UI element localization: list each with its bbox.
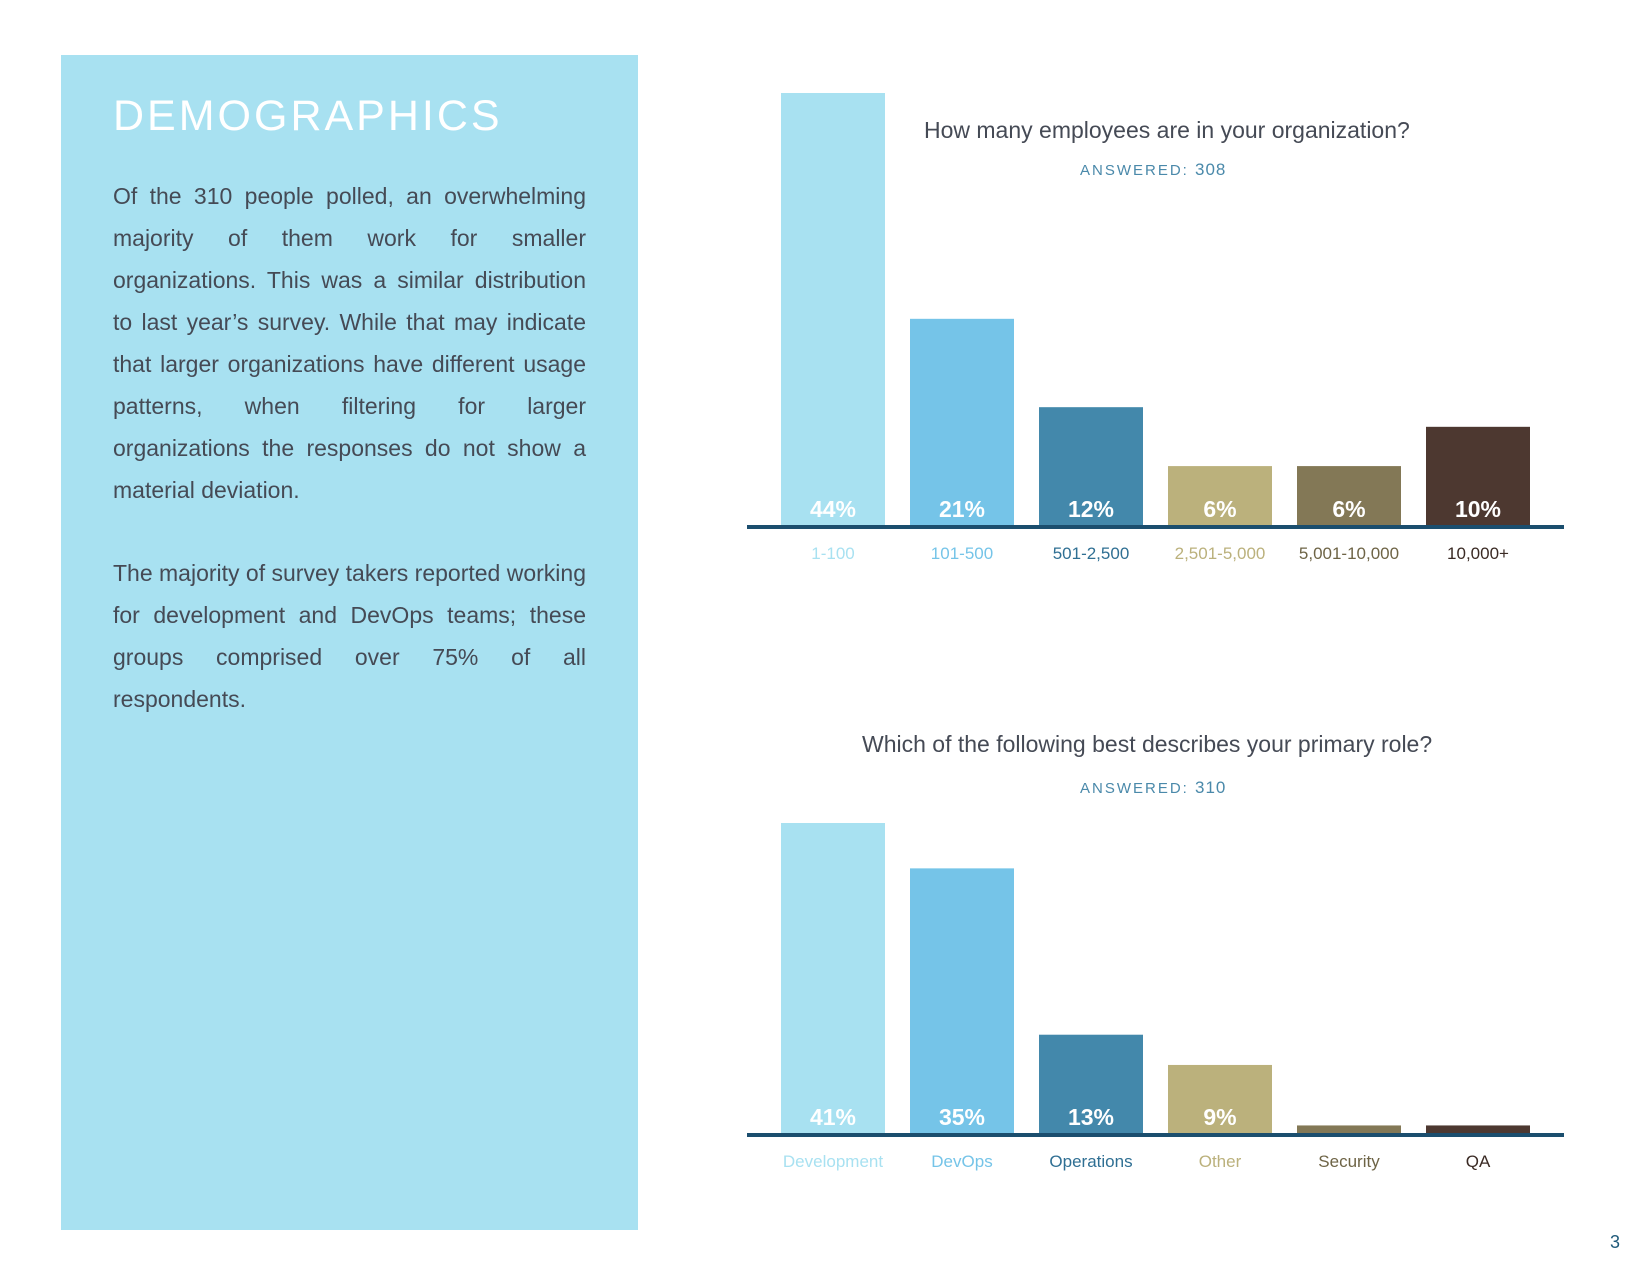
bar-101-500 — [910, 319, 1014, 525]
page-number: 3 — [1609, 1232, 1620, 1252]
answered-label: ANSWERED: — [1080, 162, 1189, 179]
employees-chart-svg — [700, 0, 1600, 600]
data-label: 35% — [938, 1104, 986, 1130]
data-label: 6% — [1332, 496, 1366, 522]
roles-chart-title: Which of the following best describes your primary role? — [862, 731, 1433, 757]
employees-answered — [1080, 160, 1226, 180]
data-label: 44% — [809, 496, 857, 522]
category-label: 5,001-10,000 — [1298, 544, 1400, 563]
intro-paragraph: Of the 310 people polled, an overwhelming majority of them work for smaller organizations. This was a similar distribution to last year’s survey. While that may indicate that larger organizations have different usage patterns, when filtering for larger organizations the responses do not show a material deviation. — [113, 183, 586, 503]
data-label: 41% — [809, 1104, 857, 1130]
section-title: DEMOGRAPHICS — [113, 92, 503, 140]
data-label: 6% — [1203, 496, 1237, 522]
bar-1-100 — [781, 93, 885, 525]
category-label: 1-100 — [811, 544, 855, 563]
category-label: 501-2,500 — [1052, 544, 1130, 563]
category-label: QA — [1465, 1152, 1491, 1171]
category-label: 101-500 — [930, 544, 994, 563]
roles-chart-svg — [700, 600, 1600, 1200]
category-label: Other — [1198, 1152, 1242, 1171]
employees-chart-title: How many employees are in your organization? — [924, 117, 1410, 143]
data-label: 1% — [1332, 1104, 1366, 1130]
roles-paragraph: The majority of survey takers reported working for development and DevOps teams; these groups comprised over 75% of all respondents. — [113, 560, 586, 712]
data-label: 1% — [1461, 1104, 1495, 1130]
data-label: 9% — [1203, 1104, 1237, 1130]
bar-development — [781, 823, 885, 1133]
category-label: DevOps — [931, 1152, 993, 1171]
category-label: Security — [1318, 1152, 1380, 1171]
data-label: 12% — [1067, 496, 1115, 522]
roles-answered — [1080, 778, 1226, 798]
data-label: 21% — [938, 496, 986, 522]
roles-chart — [700, 600, 1600, 1200]
category-label: 2,501-5,000 — [1174, 544, 1266, 563]
baseline — [747, 525, 1564, 529]
data-label: 10% — [1454, 496, 1502, 522]
category-label: Operations — [1049, 1152, 1133, 1171]
employees-chart — [700, 0, 1600, 600]
answered-label: ANSWERED: — [1080, 780, 1189, 797]
category-label: 10,000+ — [1447, 544, 1509, 563]
baseline — [747, 1133, 1564, 1137]
answered-count: 308 — [1195, 160, 1227, 179]
answered-count: 310 — [1195, 778, 1227, 797]
demographics-panel — [61, 55, 638, 1230]
bar-devops — [910, 868, 1014, 1133]
data-label: 13% — [1067, 1104, 1115, 1130]
category-label: Development — [782, 1152, 884, 1171]
